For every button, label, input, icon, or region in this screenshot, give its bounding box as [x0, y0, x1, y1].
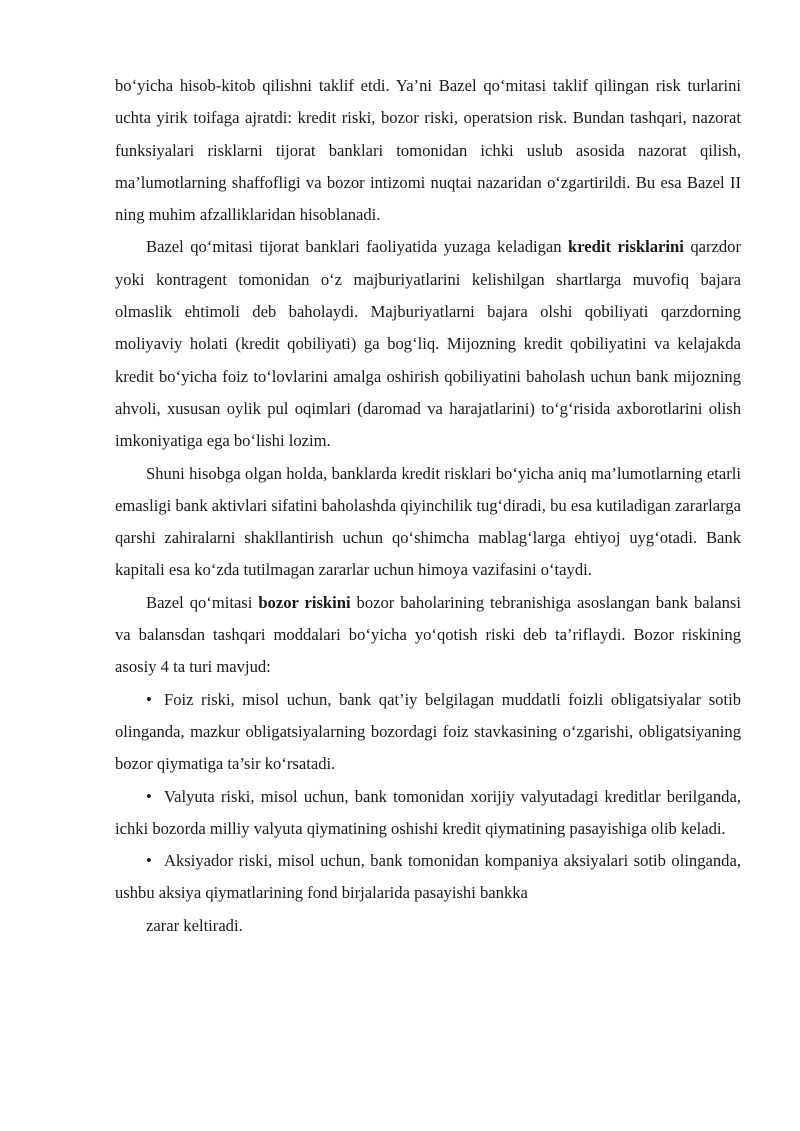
paragraph-4-text-end: bozor baholarining tebranishiga asoslangan bank balansi va balansdan tashqari moddalari bo‘yicha yo‘qotish riski deb ta’riflaydi. Bozor riskining asosiy 4 ta turi mavjud:: [115, 592, 741, 677]
bullet-marker-icon: •: [146, 689, 152, 709]
paragraph-2-bold-term: kredit risklarini: [568, 237, 684, 257]
paragraph-4-bold-term: bozor riskini: [258, 592, 351, 612]
document-page: [115, 70, 741, 942]
bullet-text: Foiz riski, misol uchun, bank qat’iy belgilagan muddatli foizli obligatsiyalar sotib olinganda, mazkur obligatsiyalarning bozordagi foiz stavkasining o‘zgarishi, obligatsiyaning bozor qiymatiga ta’sir ko‘rsatadi.: [115, 689, 741, 774]
bullet-text: Valyuta riski, misol uchun, bank tomonidan xorijiy valyutadagi kreditlar berilganda, ichki bozorda milliy valyuta qiymatining oshishi kredit qiymatining pasayishiga olib keladi.: [115, 786, 741, 838]
paragraph-3: Shuni hisobga olgan holda, banklarda kredit risklari bo‘yicha aniq ma’lumotlarning etarli emasligi bank aktivlari sifatini baholashda qiyinchilik tug‘diradi, bu esa kutiladigan zararlarga qarshi zahiralarni shakllantirish uchun qo‘shimcha mablag‘larga ehtiyoj uyg‘otadi. Bank kapitali esa ko‘zda tutilmagan zararlar uchun himoya vazifasini o‘taydi.: [115, 463, 741, 580]
bullet-item-currency-risk: [115, 781, 741, 846]
paragraph-2-text-end: qarzdor yoki kontragent tomonidan o‘z majburiyatlarini kelishilgan shartlarga muvofiq bajara olmaslik ehtimoli deb baholaydi. Majburiyatlarni bajara olshi qobiliyati qarzdorning moliyaviy holati (kredit qobiliyati) ga bog‘liq. Mijozning kredit qobiliyatini va kelajakda kredit bo‘yicha foiz to‘lovlarini amalga oshirish qobiliyatini baholash uchun bank mijozning ahvoli, xususan oylik pul oqimlari (daromad va harajatlarini) to‘g‘risida axborotlarini olish imkoniyatiga ega bo‘lishi lozim.: [115, 237, 741, 451]
paragraph-4-text-start: Bazel qo‘mitasi: [146, 592, 259, 612]
paragraph-4: [115, 587, 741, 684]
bullet-item-interest-risk: [115, 684, 741, 781]
bullet-continuation: zarar keltiradi.: [146, 915, 243, 935]
bullet-item-equity-risk: [115, 845, 741, 910]
paragraph-1: bo‘yicha hisob-kitob qilishni taklif etdi. Ya’ni Bazel qo‘mitasi taklif qilingan risk turlarini uchta yirik toifaga ajratdi: kredit riski, bozor riski, operatsion risk. Bundan tashqari, nazorat funksiyalari risklarni tijorat banklari tomonidan ichki uslub asosida nazorat qilish, ma’lumotlarning shaffofligi va bozor intizomi nuqtai nazaridan o‘zgartirildi. Bu esa Bazel II ning muhim afzalliklaridan hisoblanadi.: [115, 76, 741, 225]
bullet-marker-icon: •: [146, 851, 152, 871]
paragraph-2-text-start: Bazel qo‘mitasi tijorat banklari faoliyatida yuzaga keladigan: [146, 237, 569, 257]
paragraph-2: [115, 231, 741, 457]
bullet-text: Aksiyador riski, misol uchun, bank tomonidan kompaniya aksiyalari sotib olinganda, ushbu aksiya qiymatlarining fond birjalarida pasayishi bankka: [115, 851, 741, 903]
bullet-marker-icon: •: [146, 786, 152, 806]
